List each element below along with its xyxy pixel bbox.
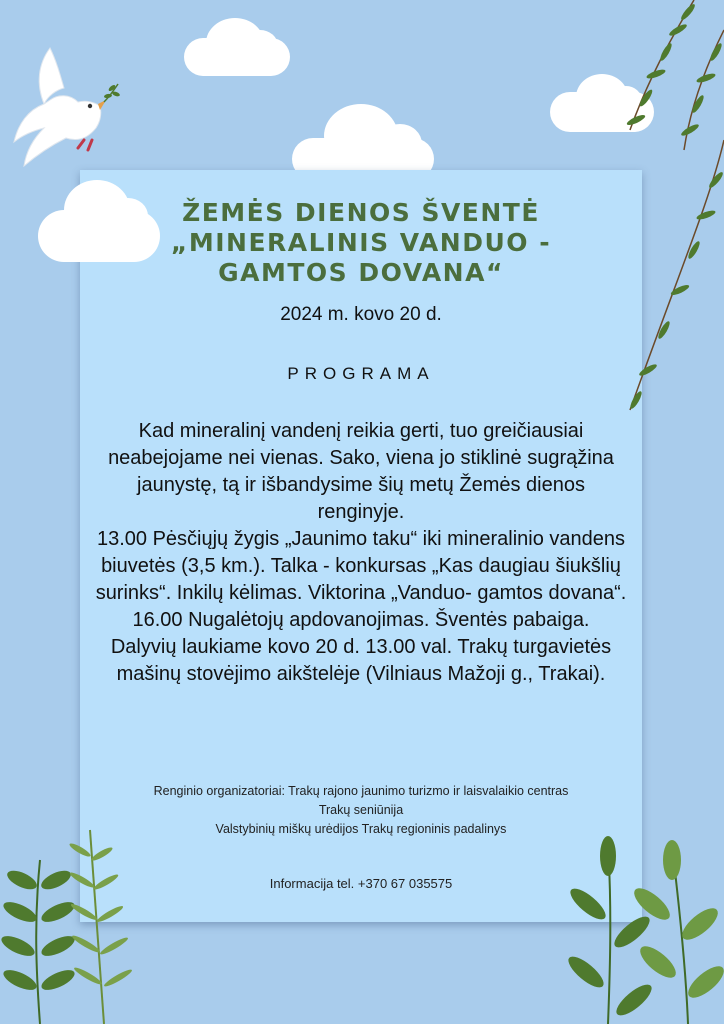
willow-branch-icon bbox=[600, 0, 724, 420]
fern-leaves-icon bbox=[0, 820, 160, 1024]
cloud-icon bbox=[38, 210, 160, 262]
event-card bbox=[80, 170, 642, 922]
meeting-info: Dalyvių laukiame kovo 20 d. 13.00 val. Trakų turgavietės mašinų stovėjimo aikštelėje (Vilniaus Mažoji g., Trakai). bbox=[110, 636, 612, 685]
page-title bbox=[80, 198, 642, 288]
organizers bbox=[80, 782, 642, 839]
event-date: 2024 m. kovo 20 d. bbox=[280, 304, 442, 325]
program-item-1: 13.00 Pėsčiųjų žygis „Jaunimo taku“ iki mineralinio vandens biuvetės (3,5 km.). Talka - konkursas „Kas daugiau šiukšlių surinks“. Inkilų kėlimas. Viktorina „Vanduo- gamtos dovana“. bbox=[95, 528, 627, 604]
intro-text: Kad mineralinį vandenį reikia gerti, tuo greičiausiai neabejojame nei vienas. Sako, viena jo stiklinė sugrąžina jaunystę, tą ir išbandysime šių metų Žemės dienos renginyje. bbox=[108, 420, 614, 523]
cloud-icon bbox=[184, 38, 290, 76]
contact-info: Informacija tel. +370 67 035575 bbox=[269, 876, 453, 891]
title-line-2: „MINERALINIS VANDUO - bbox=[170, 228, 552, 257]
program-item-2: 16.00 Nugalėtojų apdovanojimas. Šventės pabaiga. bbox=[132, 609, 590, 631]
title-line-3: GAMTOS DOVANA“ bbox=[218, 258, 504, 287]
title-line-1: ŽEMĖS DIENOS ŠVENTĖ bbox=[182, 198, 540, 227]
dove-icon bbox=[8, 44, 124, 172]
organizer-line-3: Valstybinių miškų urėdijos Trakų regioninis padalinys bbox=[215, 822, 507, 836]
leaf-branch-icon bbox=[548, 832, 724, 1024]
programa-heading: PROGRAMA bbox=[287, 364, 435, 383]
organizer-line-2: Trakų seniūnija bbox=[318, 803, 404, 817]
organizer-line-1: Renginio organizatoriai: Trakų rajono jaunimo turizmo ir laisvalaikio centras bbox=[153, 784, 569, 798]
program-description bbox=[94, 418, 628, 688]
